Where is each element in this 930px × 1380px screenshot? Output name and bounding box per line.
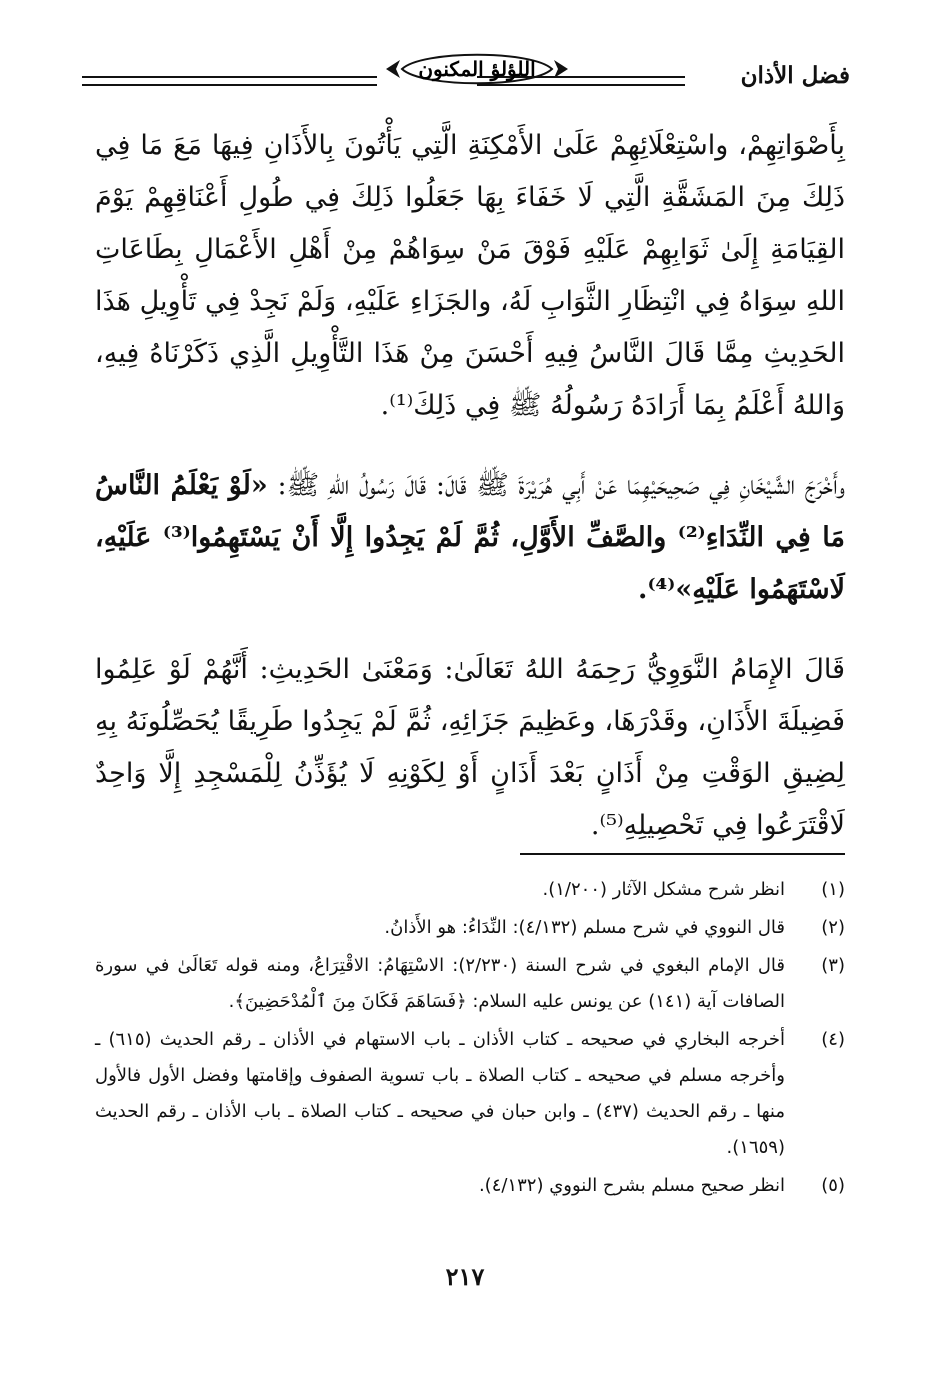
chapter-title: فضل الأذان	[740, 62, 850, 89]
footnote-number: (٥)	[821, 1175, 845, 1196]
page-number: ٢١٧	[445, 1262, 485, 1291]
hadith-quote: «لَوْ يَعْلَمُ النَّاسُ مَا فِي النِّدَاءِ⁽²⁾ والصَّفِّ الأَوَّلِ، ثُمَّ لَمْ يَجِدُوا إِلَّا أَنْ يَسْتَهِمُوا⁽³⁾ عَلَيْهِ، لَاسْتَهَمُوا عَلَيْهِ»⁽⁴⁾.	[95, 470, 845, 605]
book-title: اللؤلؤ المكنون	[418, 57, 536, 81]
paragraph-1: بِأَصْوَاتِهِمْ، واسْتِعْلَائِهِمْ عَلَىٰ الأَمْكِنَةِ الَّتِي يَأْتُونَ بِالأَذَانِ فِيهَا مَعَ مَا فِي ذَلِكَ مِنَ المَشَقَّةِ الَّتِي لَا خَفَاءَ بِهَا جَعَلُوا ذَلِكَ فِي طُولِ أَعْنَاقِهِمْ يَوْمَ القِيَامَةِ إِلَىٰ ثَوَابِهِمْ عَلَيْهِ فَوْقَ مَنْ سِوَاهُمْ مِنْ أَهْلِ الأَعْمَالِ بِطَاعَاتِ اللهِ سِوَاهُ فِي انْتِظَارِ الثَّوَابِ لَهُ، والجَزَاءِ عَلَيْهِ، وَلَمْ نَجِدْ فِي تَأْوِيلِ هَذَا الحَدِيثِ مِمَّا قَالَ النَّاسُ فِيهِ أَحْسَنَ مِنْ هَذَا التَّأْوِيلِ الَّذِي ذَكَرْنَاهُ فِيهِ، وَاللهُ أَعْلَمُ بِمَا أَرَادَهُ رَسُولُهُ ﷺ فِي ذَلِكَ⁽¹⁾.	[95, 130, 845, 421]
footnote-number: (٤)	[821, 1029, 845, 1050]
footnote-number: (٣)	[821, 955, 845, 976]
footnote-1	[95, 872, 845, 908]
paragraph-2-intro: وأَخْرَجَ الشَّيْخَانِ فِي صَحِيحَيْهِمَا عَنْ أَبِي هُرَيْرَةَ ﷺ قَالَ: قَالَ رَسُولُ اللهِ ﷺ:	[267, 470, 845, 501]
footnote-text: أخرجه البخاري في صحيحه ـ كتاب الأذان ـ باب الاستهام في الأذان ـ رقم الحديث (٦١٥) ـ وأخرجه مسلم في صحيحه ـ كتاب الصلاة ـ باب تسوية الصفوف وإقامتها وفضل الأول فالأول منها ـ رقم الحديث (٤٣٧) ـ وابن حبان في صحيحه ـ كتاب الصلاة ـ باب الأذان ـ رقم الحديث (١٦٥٩).	[95, 1029, 785, 1158]
footnote-separator	[520, 853, 845, 855]
header-rule-left	[82, 76, 377, 86]
paragraph-3: قَالَ الإِمَامُ النَّوَوِيُّ رَحِمَهُ اللهُ تَعَالَىٰ: وَمَعْنَىٰ الحَدِيثِ: أَنَّهُمْ لَوْ عَلِمُوا فَضِيلَةَ الأَذَانِ، وقَدْرَهَا، وعَظِيمَ جَزَائِهِ، ثُمَّ لَمْ يَجِدُوا طَرِيقًا يُحَصِّلُونَهُ بِهِ لِضِيقِ الوَقْتِ مِنْ أَذَانٍ بَعْدَ أَذَانٍ أَوْ لِكَوْنِهِ لَا يُؤَذِّنُ لِلْمَسْجِدِ إِلَّا وَاحِدٌ لَاقْتَرَعُوا فِي تَحْصِيلِهِ⁽⁵⁾.	[95, 654, 845, 841]
paragraph-2	[95, 460, 845, 616]
book-title-ornament	[382, 48, 572, 90]
footnote-number: (١)	[821, 879, 845, 900]
footnote-2	[95, 910, 845, 946]
footnote-text: انظر شرح مشكل الآثار (١/٢٠٠).	[542, 879, 785, 900]
footnote-4	[95, 1022, 845, 1166]
footnote-3	[95, 948, 845, 1020]
footnote-number: (٢)	[821, 917, 845, 938]
footnote-text: انظر صحيح مسلم بشرح النووي (٤/١٣٢).	[478, 1175, 785, 1196]
footnote-5	[95, 1168, 845, 1204]
footnote-text: قال الإمام البغوي في شرح السنة (٢/٢٣٠): الاسْتِهَامُ: الاقْتِرَاعُ، ومنه قوله تَعَالَىٰ في سورة الصافات آية (١٤١) عن يونس عليه السلام: ﴿فَسَاهَمَ فَكَانَ مِنَ ٱلْمُدْحَضِينَ﴾.	[95, 955, 785, 1012]
footnotes	[95, 872, 845, 1206]
page-header	[82, 48, 850, 96]
footnote-text: قال النووي في شرح مسلم (٤/١٣٢): النِّدَاءُ: هو الأَذانُ.	[384, 917, 785, 938]
main-text	[95, 120, 845, 852]
